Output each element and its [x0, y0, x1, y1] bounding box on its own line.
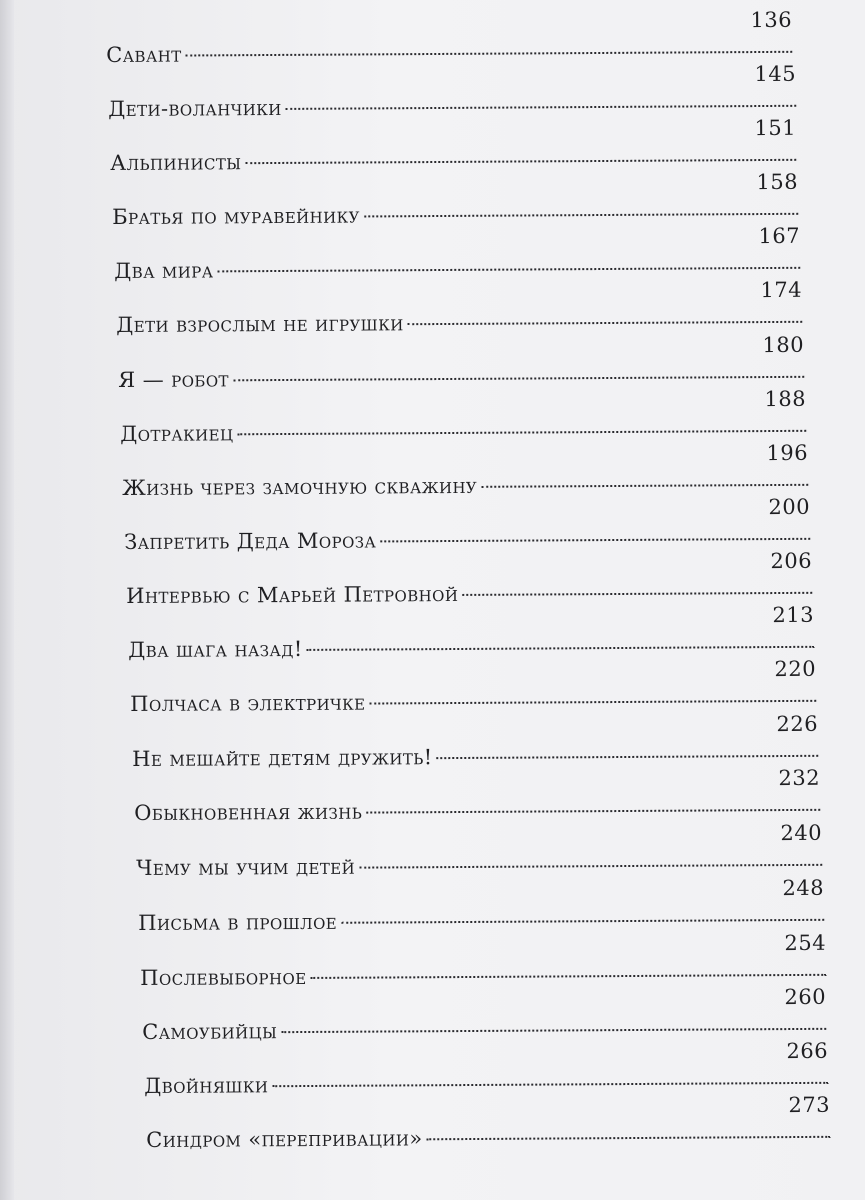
- toc-page-number: 206: [770, 548, 813, 574]
- toc-page-number: 167: [758, 223, 801, 249]
- toc-page-number: 136: [750, 7, 793, 33]
- toc-title: Послевыборное: [140, 964, 307, 990]
- dot-leader: [311, 972, 827, 979]
- toc-title: Жизнь через замочную скважину: [122, 473, 478, 500]
- dot-leader: [307, 644, 815, 651]
- toc-page-number: 266: [786, 1038, 829, 1064]
- toc-page-number: 254: [784, 930, 827, 956]
- toc-page-number: 226: [776, 711, 819, 737]
- toc-page-number: 273: [788, 1092, 831, 1118]
- dot-leader: [281, 1026, 826, 1033]
- toc-entry: [116, 278, 802, 342]
- dot-leader: [233, 374, 804, 381]
- toc-title: Я — робот: [118, 367, 229, 392]
- toc-page-number: 158: [756, 169, 799, 195]
- toc-title: Альпинисты: [110, 150, 242, 175]
- toc-title: Два мира: [114, 258, 214, 283]
- toc-title: Синдром «перепривации»: [146, 1126, 423, 1152]
- toc-page-number: 200: [768, 494, 811, 520]
- dot-leader: [437, 753, 819, 759]
- toc-entry: [146, 1093, 830, 1157]
- toc-title: Дети взрослым не игрушки: [116, 311, 404, 337]
- dot-leader: [286, 103, 797, 110]
- toc-title: Дети-воланчики: [108, 95, 282, 121]
- dot-leader: [272, 1080, 828, 1087]
- dot-leader: [237, 428, 806, 435]
- toc-title: Чему мы учим детей: [136, 854, 356, 880]
- dot-leader: [245, 157, 796, 164]
- toc-page-number: 240: [780, 820, 823, 846]
- toc-title: Братья по муравейнику: [112, 203, 360, 229]
- toc-title: Интервью с Марьей Петровной: [126, 581, 459, 608]
- dot-leader: [462, 590, 812, 596]
- toc-title: Двойняшки: [144, 1073, 269, 1098]
- dot-leader: [341, 917, 824, 924]
- dot-leader: [366, 807, 820, 814]
- toc-title: Запретить Деда Мороза: [124, 528, 377, 554]
- dot-leader: [408, 319, 803, 325]
- toc-entry: [134, 766, 820, 830]
- toc-page-number: 151: [754, 115, 797, 141]
- dot-leader: [369, 698, 816, 705]
- toc-page-number: 174: [760, 277, 803, 303]
- toc-page-number: 260: [784, 984, 827, 1010]
- toc-title: Письма в прошлое: [138, 909, 338, 935]
- toc-title: Дотракиец: [120, 421, 234, 446]
- toc-title: Савант: [106, 42, 182, 67]
- dot-leader: [217, 265, 800, 273]
- toc-title: Не мешайте детям дружить!: [132, 745, 433, 771]
- toc-entry: [136, 821, 822, 885]
- toc-entry: [138, 876, 824, 940]
- toc-page-number: 180: [762, 332, 805, 358]
- toc-title: Полчаса в электричке: [130, 690, 366, 716]
- toc-page-number: 248: [782, 875, 825, 901]
- dot-leader: [380, 536, 810, 543]
- toc-title: Обыкновенная жизнь: [134, 799, 363, 825]
- toc-title: Самоубийцы: [142, 1019, 278, 1044]
- toc-page-number: 196: [766, 440, 809, 466]
- toc-page-number: 220: [774, 656, 817, 682]
- toc-page-number: 188: [764, 386, 807, 412]
- toc-page-number: 213: [772, 602, 815, 628]
- dot-leader: [481, 482, 808, 488]
- dot-leader: [359, 862, 822, 869]
- dot-leader: [364, 211, 798, 218]
- toc-page-number: 145: [754, 61, 797, 87]
- toc-title: Два шага назад!: [128, 636, 303, 662]
- toc-entry: [130, 657, 816, 721]
- dot-leader: [186, 49, 793, 57]
- toc-page-number: 232: [778, 765, 821, 791]
- dot-leader: [427, 1134, 831, 1140]
